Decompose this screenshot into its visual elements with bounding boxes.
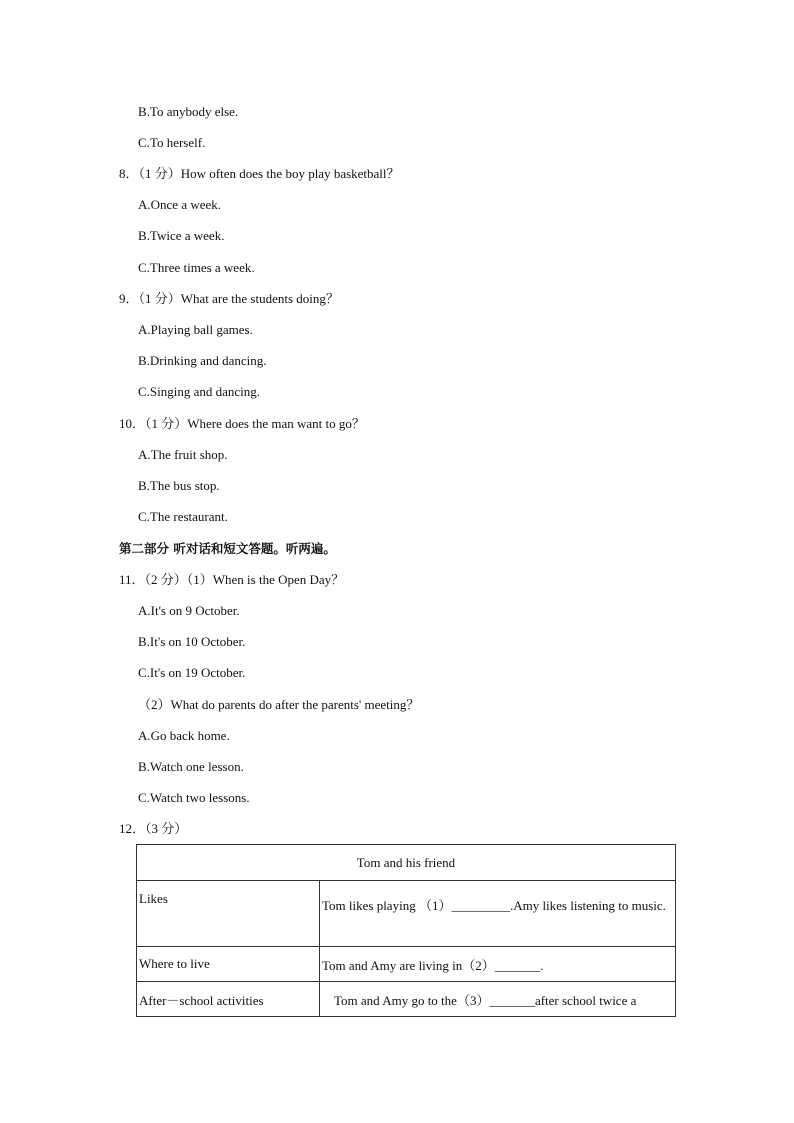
info-table [136,844,676,1017]
question-line: 11．（2 分）（1）When is the Open Day？ [119,572,345,587]
option-line: C.The restaurant. [138,509,228,524]
option-line: C.To herself. [138,135,206,150]
option-line: B.Watch one lesson. [138,759,244,774]
option-line: A.The fruit shop. [138,447,228,462]
option-line: A.Playing ball games. [138,322,253,337]
row-content: Tom and Amy are living in（2）_______. [320,947,676,982]
option-line: A.It's on 9 October. [138,603,240,618]
table-title: Tom and his friend [137,845,676,881]
section-heading: 第二部分 听对话和短文答题。听两遍。 [119,541,336,556]
option-line: B.Twice a week. [138,228,225,243]
row-label: Where to live [137,947,320,982]
option-line: A.Go back home. [138,728,230,743]
option-line: C.Three times a week. [138,260,255,275]
row-content: Tom and Amy go to the（3）_______after school twice a [320,982,676,1017]
question-line: 9．（1 分）What are the students doing？ [119,291,339,306]
option-line: B.The bus stop. [138,478,220,493]
row-content [320,881,676,947]
table-row [137,881,676,947]
row-content-text: Tom likes playing （1）_________.Amy likes listening to music. [322,898,666,913]
option-line: C.Singing and dancing. [138,384,261,399]
table-row [137,982,676,1017]
row-label [137,881,320,947]
option-line: B.Drinking and dancing. [138,353,267,368]
question-line: 10．（1 分）Where does the man want to go？ [119,416,365,431]
option-line: C.Watch two lessons. [138,790,250,805]
table-header-row [137,845,676,881]
question-line: 8．（1 分）How often does the boy play basketball？ [119,166,400,181]
row-label-text: Likes [139,891,168,906]
question-line: 12．（3 分） [119,821,188,836]
option-line: A.Once a week. [138,197,222,212]
sub-question-line: （2）What do parents do after the parents' meeting？ [138,697,420,712]
option-line: B.It's on 10 October. [138,634,246,649]
table-row [137,947,676,982]
row-label: After－school activities [137,982,320,1017]
option-line: C.It's on 19 October. [138,665,246,680]
option-line: B.To anybody else. [138,104,239,119]
